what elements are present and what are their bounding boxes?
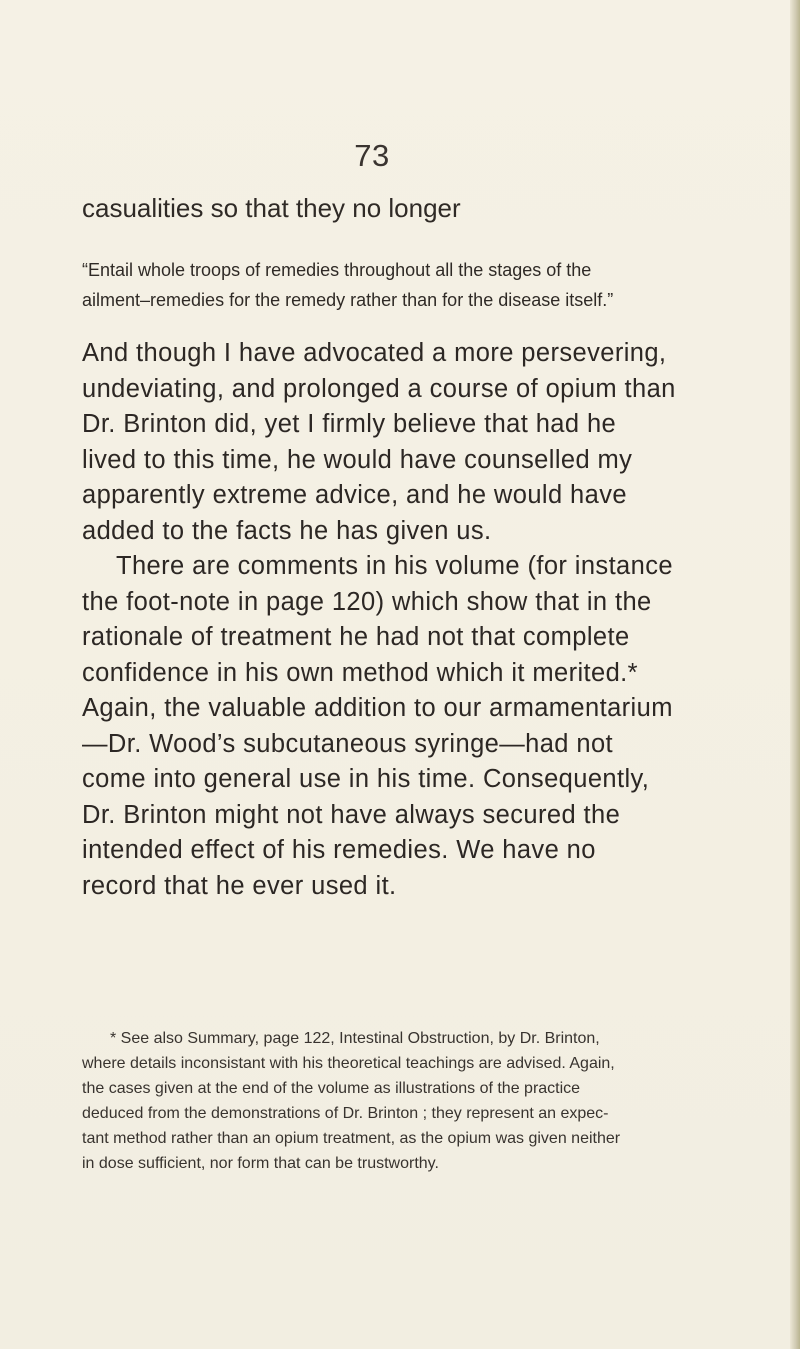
body-line: —Dr. Wood’s subcutaneous syringe—had not bbox=[82, 729, 614, 758]
block-quote bbox=[82, 255, 722, 315]
page-number: 73 bbox=[354, 138, 390, 173]
body-line: lived to this time, he would have counselled my bbox=[82, 445, 633, 474]
body-line: There are comments in his volume (for instance bbox=[116, 552, 673, 580]
page-edge bbox=[790, 0, 800, 1349]
footnote-line: deduced from the demonstrations of Dr. Brinton ; they represent an expec- bbox=[82, 1105, 609, 1122]
footnote-line: where details inconsistant with his theoretical teachings are advised. Again, bbox=[82, 1055, 615, 1072]
body-line: apparently extreme advice, and he would have bbox=[82, 481, 627, 509]
body-line: And though I have advocated a more persevering, bbox=[82, 339, 667, 367]
body-paragraphs bbox=[82, 336, 722, 904]
footnote-line: in dose sufficient, nor form that can be trustworthy. bbox=[82, 1155, 439, 1172]
body-line: added to the facts he has given us. bbox=[82, 516, 492, 545]
body-line: confidence in his own method which it merited.* bbox=[82, 658, 638, 687]
body-line: the foot-note in page 120) which show that in the bbox=[82, 587, 652, 616]
body-line: Dr. Brinton did, yet I firmly believe that had he bbox=[82, 410, 617, 438]
footnote-line: the cases given at the end of the volume as illustrations of the practice bbox=[82, 1080, 581, 1097]
body-line: undeviating, and prolonged a course of opium than bbox=[82, 374, 676, 403]
body-line: Dr. Brinton might not have always secured the bbox=[82, 800, 621, 829]
continued-line: casualities so that they no longer bbox=[82, 193, 461, 223]
footnote bbox=[82, 1026, 722, 1176]
body-line: intended effect of his remedies. We have no bbox=[82, 836, 596, 864]
quote-line: “Entail whole troops of remedies throughout all the stages of the bbox=[82, 260, 592, 280]
quote-line: ailment–remedies for the remedy rather than for the disease itself.” bbox=[82, 290, 614, 310]
footnote-line: tant method rather than an opium treatment, as the opium was given neither bbox=[82, 1130, 621, 1147]
body-line: Again, the valuable addition to our armamentarium bbox=[82, 694, 673, 722]
body-line: come into general use in his time. Consequently, bbox=[82, 765, 650, 793]
footnote-line: * See also Summary, page 122, Intestinal Obstruction, by Dr. Brinton, bbox=[110, 1030, 600, 1047]
body-line: record that he ever used it. bbox=[82, 871, 397, 900]
body-line: rationale of treatment he had not that complete bbox=[82, 623, 630, 651]
